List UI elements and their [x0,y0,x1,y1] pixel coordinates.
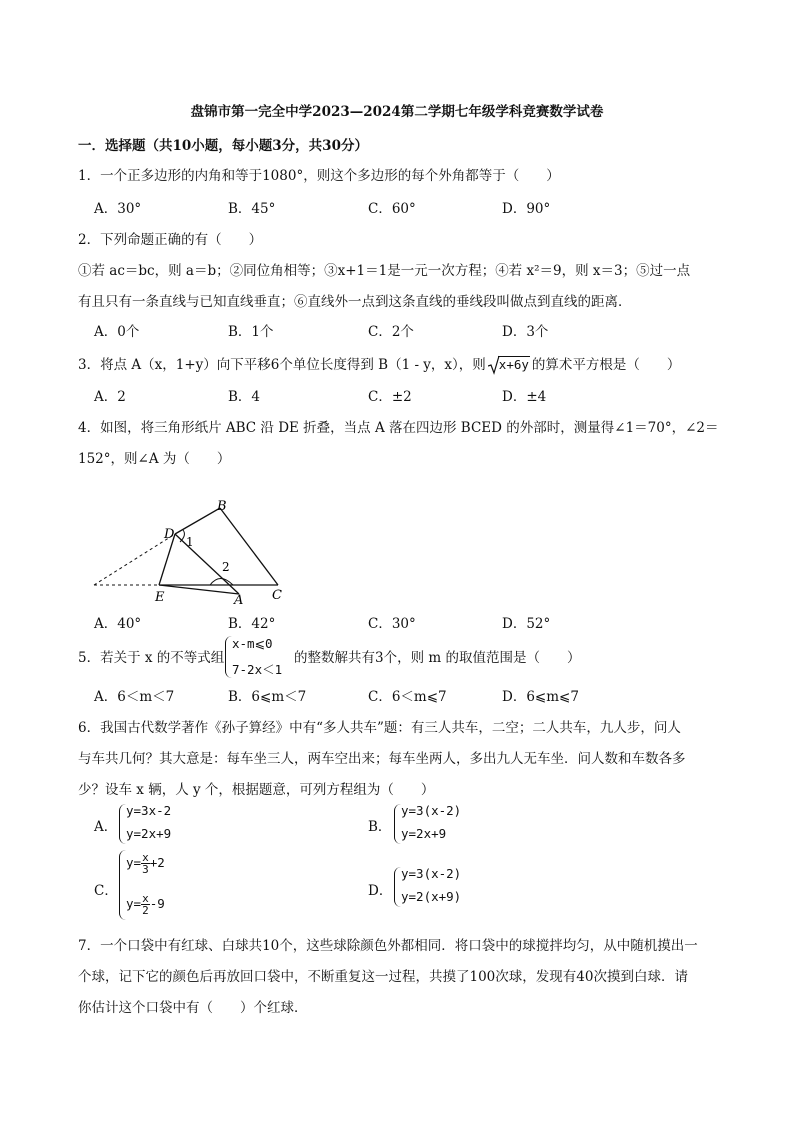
q1-option-b: B．45° [228,201,276,217]
q2-option-b: B．1个 [228,324,274,340]
q6-option-a-eq-1: y=3x-2 [126,803,172,818]
q6-c1-denominator: 3 [142,863,149,876]
label-C: C [272,588,282,603]
q6-c2-post: -9 [149,896,165,911]
question-4-line-2: 152°，则∠A 为（ ） [78,451,231,467]
q6-option-b-eq-1: y=3(x-2) [401,803,462,818]
q5-option-b: B．6⩽m＜7 [228,689,307,705]
q6-option-c-eq-1 [126,852,165,875]
q3-stem-post: 的算术平方根是（ ） [531,357,681,373]
q4-option-b: B．42° [228,616,276,632]
q6-option-d-brace [394,867,401,907]
question-7-line-2: 个球，记下它的颜色后再放回口袋中，不断重复这一过程，共摸了100次球，发现有40次摸到白球．请 [78,969,688,985]
question-6-line-2: 与车共几何？其大意是：每车坐三人，两车空出来；每车坐两人，多出九人无车坐．问人数和车数各多 [78,751,686,767]
q2-option-c: C．2个 [368,324,414,340]
question-6-line-1: 6．我国古代数学著作《孙子算经》中有“多人共车”题：有三人共车，二空；二人共车，九人步，问人 [78,720,681,736]
question-3-stem [78,353,680,373]
q6-option-d-eq-1: y=3(x-2) [401,866,462,881]
q6-option-a-label: A． [94,819,118,835]
q6-option-c-label: C． [94,883,118,899]
question-2-line-2: 有且只有一条直线与已知直线垂直；⑥直线外一点到这条直线的垂线段叫做点到直线的距离． [78,294,632,310]
radicand: x+6y [498,357,529,372]
q6-option-d-label: D． [368,883,393,899]
section-heading: 一．选择题（共10小题，每小题3分，共30分） [78,138,368,154]
dashed-original-side [94,534,175,585]
question-4-line-1: 4．如图，将三角形纸片 ABC 沿 DE 折叠，当点 A 落在四边形 BCED 的外部时，测量得∠1＝70°，∠2＝ [78,420,719,436]
q5-system-brace [225,636,232,678]
q3-stem-pre: 3．将点 A（x，1+y）向下平移6个单位长度得到 B（1 - y，x），则 [78,357,486,373]
question-2-line-1: ①若 ac＝bc，则 a＝b；②同位角相等；③x+1＝1是一元一次方程；④若 x²＝9，则 x＝3；⑤过一点 [78,263,691,279]
side-DB [175,508,220,534]
q6-c1-pre: y= [126,855,142,870]
q6-option-a-brace [119,804,126,844]
q2-option-d: D．3个 [502,324,549,340]
question-1-stem: 1．一个正多边形的内角和等于1080°，则这个多边形的每个外角都等于（ ） [78,168,560,184]
question-6-line-3: 少？设车 x 辆，人 y 个，根据题意，可列方程组为（ ） [78,782,435,798]
q1-option-a: A．30° [94,201,142,217]
q6-option-c-brace [119,850,126,920]
angle-2-arc [210,579,233,586]
side-EA [159,585,239,594]
question-7-line-1: 7．一个口袋中有红球、白球共10个，这些球除颜色外都相同．将口袋中的球搅拌均匀，从中随机摸出一 [78,938,698,954]
q6-c2-pre: y= [126,896,142,911]
q5-option-c: C．6＜m⩽7 [368,689,447,705]
q3-option-b: B．4 [228,389,261,405]
q6-option-b-label: B． [368,819,392,835]
q1-option-c: C．60° [368,201,416,217]
question-5-stem-post: 的整数解共有3个，则 m 的取值范围是（ ） [294,650,581,666]
label-E: E [155,590,165,605]
q5-inequality-2: 7-2x＜1 [232,662,283,677]
question-7-line-3: 你估计这个口袋中有（ ）个红球． [78,1000,308,1016]
q6-c2-numerator: x [142,892,149,905]
q6-option-d-eq-2: y=2(x+9) [401,889,462,904]
q6-c1-fraction [141,852,150,875]
q3-option-a: A．2 [94,389,126,405]
exam-title: 盘锦市第一完全中学2023—2024第二学期七年级学科竞赛数学试卷 [190,104,604,120]
q6-c1-numerator: x [142,851,149,864]
label-A: A [234,593,244,608]
q6-c2-fraction [141,893,150,916]
question-5-stem-pre: 5．若关于 x 的不等式组 [78,650,225,666]
q6-option-b-brace [394,804,401,844]
sqrt-expression [488,357,530,373]
q3-option-c: C．±2 [368,389,412,405]
q5-option-d: D．6⩽m⩽7 [502,689,579,705]
q4-option-c: C．30° [368,616,416,632]
label-B: B [217,499,227,514]
label-D: D [164,527,175,542]
q5-option-a: A．6＜m＜7 [94,689,175,705]
q3-option-d: D．±4 [502,389,547,405]
q5-inequality-1: x-m⩽0 [232,636,273,651]
q6-option-c-eq-2 [126,893,165,916]
label-angle-2: 2 [222,560,230,574]
q6-c2-denominator: 2 [142,904,149,917]
folded-triangle-figure [80,490,310,615]
q4-option-d: D．52° [502,616,551,632]
q2-option-a: A．0个 [94,324,140,340]
q1-option-d: D．90° [502,201,551,217]
question-2-stem: 2．下列命题正确的有（ ） [78,232,263,248]
q4-option-a: A．40° [94,616,142,632]
q6-c1-post: +2 [149,855,165,870]
label-angle-1: 1 [186,535,194,549]
q6-option-b-eq-2: y=2x+9 [401,826,447,841]
q6-option-a-eq-2: y=2x+9 [126,826,172,841]
radical-sign-icon [488,355,500,375]
